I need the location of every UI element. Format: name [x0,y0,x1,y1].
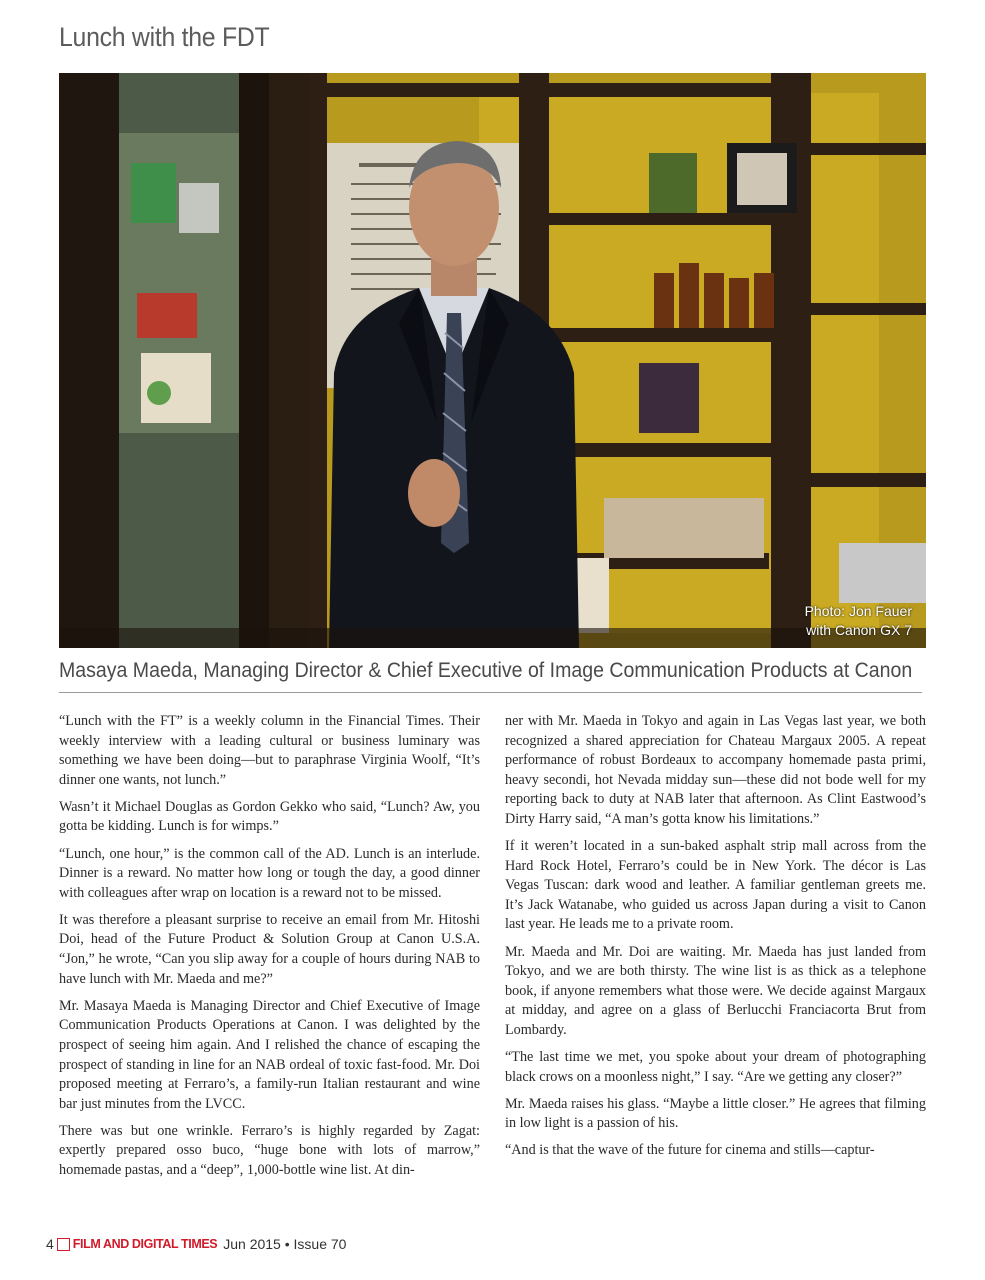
article-paragraph: ner with Mr. Maeda in Tokyo and again in Las Vegas last year, we both recognized a shared appreciation for Chateau Margaux 2005. A repeat performance of robust Bordeaux to accompany homemade pasta primi, heavy secondi, hot Nevada midday sun—these did not bode well for my reporting back to duty at NAB later that afternoon. As Clint Eastwood’s Dirty Harry said, “A man’s gotta know his limitations.” [505,713,926,827]
article-column-left [59,712,480,1188]
section-title: Lunch with the FDT [59,22,270,52]
article-paragraph: Mr. Maeda and Mr. Doi are waiting. Mr. Maeda has just landed from Tokyo, and we are both thirsty. The wine list is as thick as a telephone book, if anyone remembers what those were. We decide against Margaux at midday, and agree on a glass of Berlucchi Franciacorta Brut from Lombardy. [505,943,926,1038]
article-paragraph: There was but one wrinkle. Ferraro’s is highly regarded by Zagat: expertly prepared osso buco, “huge bone with lots of marrow,” homemade pastas, and a “deep”, 1,000-bottle wine list. At din- [59,1122,480,1178]
photo-credit [805,602,912,640]
article-column-right [505,712,926,1168]
publication-brand: FILM AND DIGITAL TIMES [72,1237,218,1251]
brand-logo-box-icon [57,1238,70,1251]
portrait-photo [59,73,926,648]
caption-divider [59,692,922,693]
article-paragraph: It was therefore a pleasant surprise to receive an email from Mr. Hitoshi Doi, head of the Future Product & Solution Group at Canon U.S.A. “Jon,” he wrote, “Can you slip away for a couple of hours during NAB to have lunch with Mr. Maeda and me?” [59,911,480,987]
article-paragraph: Wasn’t it Michael Douglas as Gordon Gekko who said, “Lunch? Aw, you gotta be kidding. Lunch is for wimps.” [59,798,480,835]
photo-credit-line: Photo: Jon Fauer [804,603,912,619]
article-paragraph: Mr. Maeda raises his glass. “Maybe a little closer.” He agrees that filming in low light is a passion of his. [505,1095,926,1132]
photo-caption: Masaya Maeda, Managing Director & Chief Executive of Image Communication Products at Canon [59,659,913,682]
page-number: 4 [46,1236,54,1252]
page-footer [46,1236,346,1252]
photo-credit-line: with Canon GX 7 [806,622,912,638]
article-paragraph: “Lunch with the FT” is a weekly column in the Financial Times. Their weekly interview with a leading cultural or business luminary was something we have been doing—but to paraphrase Virginia Woolf, “It’s dinner one wants, not lunch.” [59,713,480,788]
article-paragraph: “Lunch, one hour,” is the common call of the AD. Lunch is an interlude. Dinner is a reward. No matter how long or tough the day, a good dinner with colleagues after wrap on location is a reward not to be missed. [59,845,480,901]
article-paragraph: If it weren’t located in a sun-baked asphalt strip mall across from the Hard Rock Hotel, Ferraro’s could be in New York. The décor is Las Vegas Tuscan: dark wood and leather. A familiar gentleman greets me. It’s Jack Watanabe, who guided us across Japan during a visit to Canon last year. He leads me to a private room. [505,838,926,933]
article-paragraph: “And is that the wave of the future for cinema and stills—captur- [505,1142,875,1159]
article-paragraph: Mr. Masaya Maeda is Managing Director and Chief Executive of Image Communication Products Operations at Canon. I was delighted by the prospect of seeing him again. And I relished the chance of escaping the prospect of standing in line for an NAB ordeal of toxic fast-food. Mr. Doi proposed meeting at Ferraro’s, a family-run Italian restaurant and wine bar just minutes from the LVCC. [59,997,480,1112]
issue-info: Jun 2015 • Issue 70 [223,1236,347,1252]
article-paragraph: “The last time we met, you spoke about your dream of photographing black crows on a moonless night,” I say. “Are we getting any closer?” [505,1049,926,1085]
